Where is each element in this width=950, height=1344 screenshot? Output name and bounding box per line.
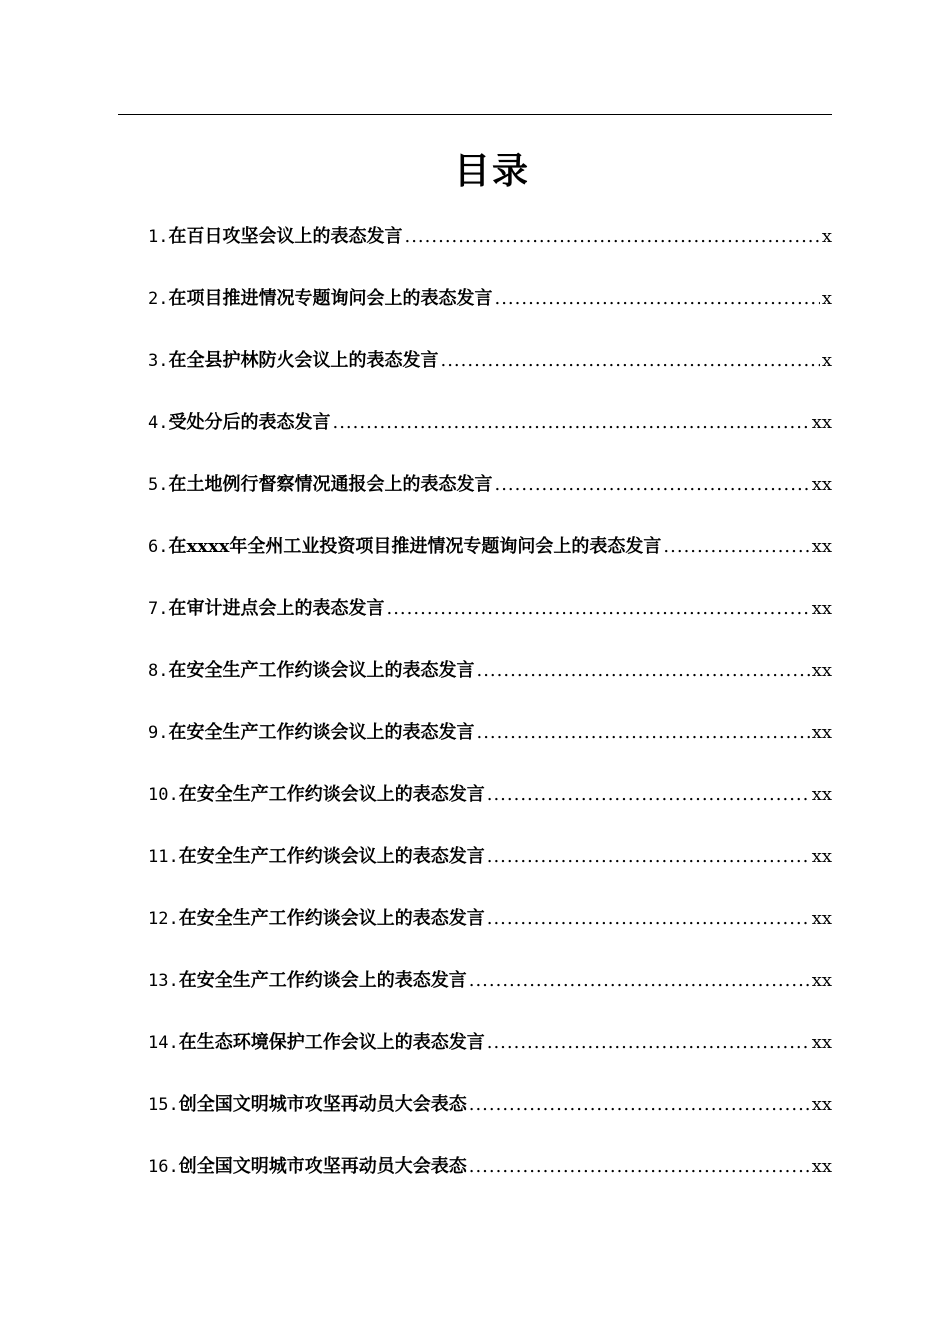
toc-dot-leader	[663, 532, 809, 562]
toc-entry-number: 16.	[148, 1157, 179, 1177]
toc-entry-page: xx	[811, 536, 832, 557]
toc-dot-leader	[440, 346, 819, 376]
toc-entry-title: 在安全生产工作约谈会议上的表态发言	[168, 722, 475, 743]
toc-dot-leader	[469, 1152, 810, 1182]
toc-entry[interactable]	[148, 842, 832, 904]
toc-entry-number: 6.	[148, 537, 169, 557]
toc-entry-number: 4.	[148, 413, 169, 433]
toc-entry[interactable]	[148, 284, 832, 346]
toc-entry-page: xx	[811, 598, 832, 619]
toc-entry-page: xx	[811, 784, 832, 805]
toc-entry-page: xx	[811, 1156, 832, 1177]
toc-entry[interactable]	[148, 594, 832, 656]
toc-entry[interactable]	[148, 780, 832, 842]
toc-entry-title: 在土地例行督察情况通报会上的表态发言	[168, 474, 493, 495]
toc-entry-number: 3.	[148, 351, 169, 371]
toc-entry[interactable]	[148, 408, 832, 470]
toc-entry-title: 创全国文明城市攻坚再动员大会表态	[178, 1094, 467, 1115]
toc-entry-number: 1.	[148, 227, 169, 247]
toc-entry-page: xx	[811, 722, 832, 743]
toc-entry-number: 14.	[148, 1033, 179, 1053]
toc-entry-title: 在安全生产工作约谈会议上的表态发言	[178, 846, 485, 867]
toc-entry-number: 7.	[148, 599, 169, 619]
toc-dot-leader	[476, 656, 809, 686]
toc-list	[148, 222, 832, 1214]
toc-title: 目录	[453, 150, 530, 192]
toc-entry-page: xx	[811, 1094, 832, 1115]
toc-entry-number: 15.	[148, 1095, 179, 1115]
toc-dot-leader	[332, 408, 809, 438]
toc-entry-page: xx	[811, 412, 832, 433]
toc-entry-title: 受处分后的表态发言	[168, 412, 331, 433]
toc-dot-leader	[386, 594, 809, 624]
toc-entry[interactable]	[148, 470, 832, 532]
toc-dot-leader	[404, 222, 819, 252]
toc-entry[interactable]	[148, 1090, 832, 1152]
toc-entry-title: 在安全生产工作约谈会议上的表态发言	[178, 908, 485, 929]
toc-entry-page: xx	[811, 908, 832, 929]
toc-entry-number: 13.	[148, 971, 179, 991]
toc-entry[interactable]	[148, 532, 832, 594]
toc-entry[interactable]	[148, 904, 832, 966]
header-rule	[118, 114, 832, 115]
toc-dot-leader	[487, 842, 810, 872]
toc-entry-page: xx	[811, 846, 832, 867]
toc-entry-title: 在项目推进情况专题询问会上的表态发言	[168, 288, 493, 309]
toc-dot-leader	[476, 718, 809, 748]
toc-entry-title: 在安全生产工作约谈会议上的表态发言	[168, 660, 475, 681]
toc-entry[interactable]	[148, 1028, 832, 1090]
toc-entry-page: xx	[811, 474, 832, 495]
toc-entry-title: 在全县护林防火会议上的表态发言	[168, 350, 439, 371]
toc-entry[interactable]	[148, 1152, 832, 1214]
toc-entry-title: 在审计进点会上的表态发言	[168, 598, 385, 619]
toc-dot-leader	[469, 966, 810, 996]
toc-entry-title: 在安全生产工作约谈会议上的表态发言	[178, 784, 485, 805]
toc-entry-number: 12.	[148, 909, 179, 929]
toc-entry[interactable]	[148, 966, 832, 1028]
toc-entry-page: xx	[811, 970, 832, 991]
toc-entry-title: 在安全生产工作约谈会上的表态发言	[178, 970, 467, 991]
toc-entry-page: xx	[811, 660, 832, 681]
toc-entry-page: x	[821, 288, 832, 309]
toc-dot-leader	[487, 1028, 810, 1058]
toc-entry-number: 2.	[148, 289, 169, 309]
toc-dot-leader	[494, 284, 819, 314]
toc-dot-leader	[469, 1090, 810, 1120]
toc-dot-leader	[494, 470, 809, 500]
toc-dot-leader	[487, 780, 810, 810]
toc-entry[interactable]	[148, 346, 832, 408]
toc-entry-number: 11.	[148, 847, 179, 867]
toc-dot-leader	[487, 904, 810, 934]
toc-entry-title: 在生态环境保护工作会议上的表态发言	[178, 1032, 485, 1053]
toc-entry-number: 9.	[148, 723, 169, 743]
toc-entry-title: 在xxxx年全州工业投资项目推进情况专题询问会上的表态发言	[168, 536, 662, 557]
toc-entry-title: 在百日攻坚会议上的表态发言	[168, 226, 403, 247]
toc-entry[interactable]	[148, 222, 832, 284]
toc-entry-page: xx	[811, 1032, 832, 1053]
toc-entry[interactable]	[148, 718, 832, 780]
toc-entry-number: 8.	[148, 661, 169, 681]
toc-entry-title: 创全国文明城市攻坚再动员大会表态	[178, 1156, 467, 1177]
toc-entry-number: 10.	[148, 785, 179, 805]
toc-entry[interactable]	[148, 656, 832, 718]
toc-entry-number: 5.	[148, 475, 169, 495]
toc-entry-page: x	[821, 226, 832, 247]
toc-entry-page: x	[821, 350, 832, 371]
